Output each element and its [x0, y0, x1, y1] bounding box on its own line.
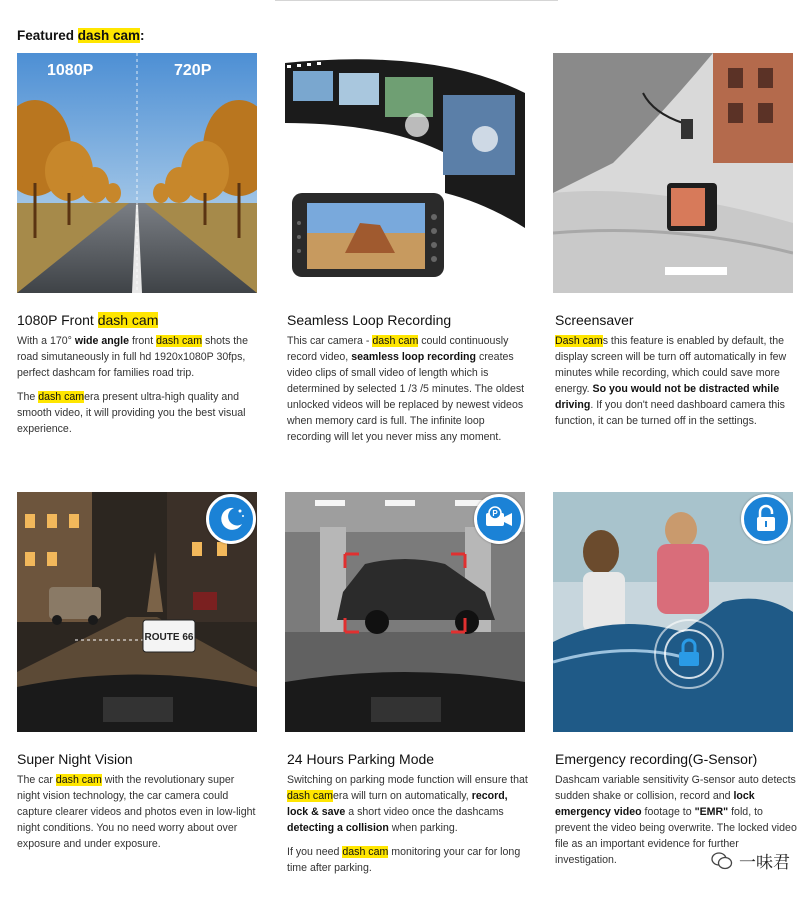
parking-camera-icon	[474, 494, 524, 544]
license-plate-label: ROUTE 66	[144, 632, 194, 643]
resolution-right-label: 720P	[174, 62, 212, 79]
image-loop-recording	[285, 53, 525, 293]
card-body-parking-mode: Switching on parking mode function will ensure that dash camera will turn on automatically, record, lock & save a short video once the dashcams detecting a collision when parking. If you need dash cam monitoring your car for long time after parking.	[287, 774, 528, 874]
watermark	[711, 848, 790, 873]
moon-stars-icon	[206, 494, 256, 544]
card-heading-night-vision: Super Night Vision	[17, 751, 133, 767]
card-heading-front-dash-cam: 1080P Front dash cam	[17, 312, 159, 328]
top-divider	[275, 0, 558, 1]
svg-text:P: P	[492, 509, 498, 518]
resolution-left-label: 1080P	[47, 62, 94, 79]
title-highlight: dash cam	[77, 28, 141, 43]
card-heading-screensaver: Screensaver	[555, 312, 634, 328]
image-screensaver	[553, 53, 793, 293]
card-body-loop-recording: This car camera - dash cam could continuously record video, seamless loop recording creates video clips of small video of length which is determined by selected 1 /3 /5 minutes. The oldest unlocked videos will be replaced by newest videos when memory card is full. The infinite loop recording will let you never miss any moment.	[287, 335, 525, 443]
card-body-front-dash-cam: With a 170° wide angle front dash cam shots the road simutaneously in full hd 1920x1080P 30fps, perfect dashcam for families road trip. The dash camera present ultra-high quality and smooth video, it will providing you the best visual experience.	[17, 335, 248, 435]
card-heading-loop-recording: Seamless Loop Recording	[287, 312, 452, 328]
card-heading-emergency-recording: Emergency recording(G-Sensor)	[555, 751, 758, 767]
card-body-night-vision: The car dash cam with the revolutionary super night vision technology, the car camera could capture clearer videos and photos even in low-light night conditions. You no need worry about over exposure and under exposure.	[17, 774, 256, 850]
card-body-screensaver: Dash cams this feature is enabled by default, the display screen will be turn off automatically in few minutes while recording, which could save more energy. So you would not be distracted while driving. If you don't need dashboard camera this function, it can be turned off in the settings.	[555, 335, 787, 427]
page-title: Featured dash cam:	[17, 28, 145, 43]
wechat-icon	[711, 851, 733, 871]
card-heading-parking-mode: 24 Hours Parking Mode	[287, 751, 435, 767]
watermark-text: 一味君	[739, 853, 790, 872]
image-1080p-road	[17, 53, 257, 293]
card-body-emergency-recording: Dashcam variable sensitivity G-sensor auto detects sudden shake or collision, record and lock emergency video footage to "EMR" fold, to prevent the video being overwrite. The locked video file as an important evidence for further investigation.	[555, 774, 797, 866]
padlock-icon	[741, 494, 791, 544]
